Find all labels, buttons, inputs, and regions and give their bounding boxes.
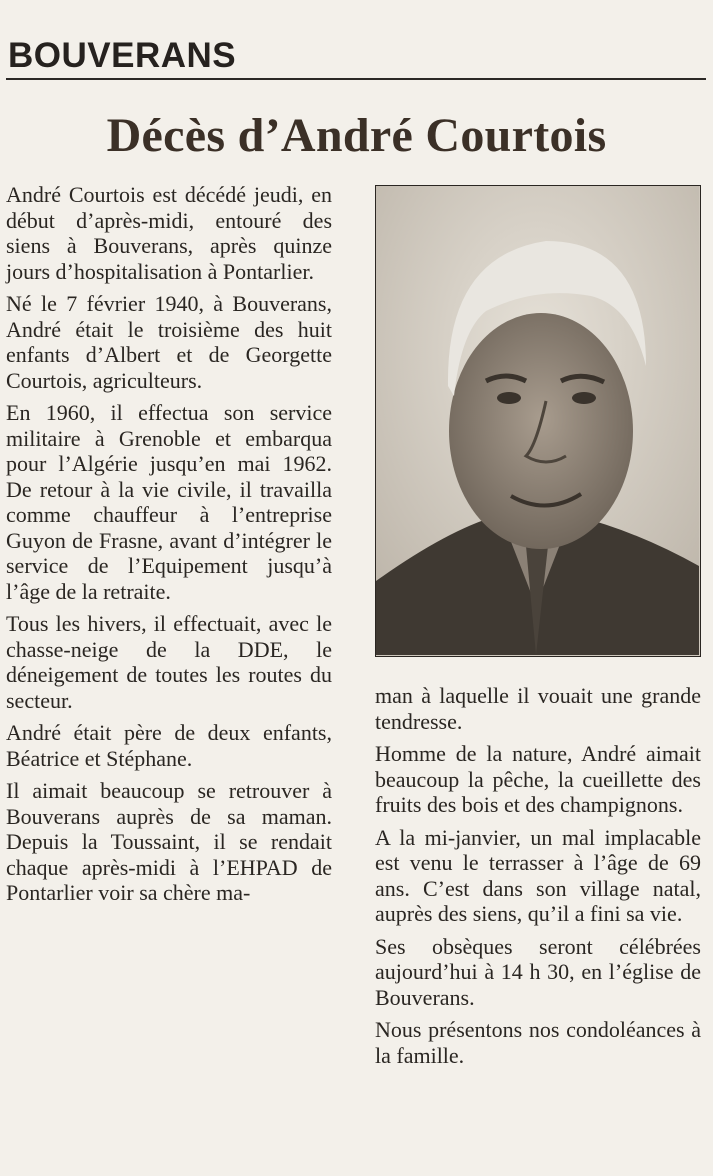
section-title: BOUVERANS bbox=[8, 36, 237, 75]
paragraph: En 1960, il effectua son service militaire à Grenoble et embarqua pour l’Algérie jusqu’en mai 1962. De retour à la vie civile, il travailla comme chauffeur à l’entreprise Guyon de Frasne, avant d’intégrer le service de l’Equipement jusqu’à l’âge de la retraite. bbox=[6, 400, 332, 604]
paragraph: Homme de la nature, André aimait beaucoup la pêche, la cueillette des fruits des bois et des champignons. bbox=[375, 741, 701, 817]
paragraph: Il aimait beaucoup se retrouver à Bouverans auprès de sa maman. Depuis la Toussaint, il se rendait chaque après-midi à l’EHPAD de Pontarlier voir sa chère ma- bbox=[6, 778, 332, 905]
right-column bbox=[375, 683, 701, 1075]
portrait-photo bbox=[375, 185, 701, 657]
paragraph: man à laquelle il vouait une grande tendresse. bbox=[375, 683, 701, 734]
paragraph: Nous présentons nos condoléances à la famille. bbox=[375, 1017, 701, 1068]
paragraph: Ses obsèques seront célébrées aujourd’hui à 14 h 30, en l’église de Bouverans. bbox=[375, 933, 701, 1010]
article-headline: Décès d’André Courtois bbox=[106, 109, 607, 162]
paragraph: Né le 7 février 1940, à Bouverans, André était le troisième des huit enfants d’Albert et de Georgette Courtois, agriculteurs. bbox=[6, 291, 332, 393]
paragraph: A la mi-janvier, un mal implacable est venu le terrasser à l’âge de 69 ans. C’est dans son village natal, auprès des siens, qu’il a fini sa vie. bbox=[375, 824, 701, 926]
paragraph: André Courtois est décédé jeudi, en début d’après-midi, entouré des siens à Bouverans, après quinze jours d’hospitalisation à Pontarlier. bbox=[6, 182, 332, 284]
portrait-photo-icon bbox=[376, 186, 699, 655]
left-column bbox=[6, 182, 332, 913]
paragraph: André était père de deux enfants, Béatrice et Stéphane. bbox=[6, 720, 332, 771]
section-header bbox=[6, 34, 706, 80]
paragraph: Tous les hivers, il effectuait, avec le chasse-neige de la DDE, le déneigement de toutes les routes du secteur. bbox=[6, 611, 332, 713]
